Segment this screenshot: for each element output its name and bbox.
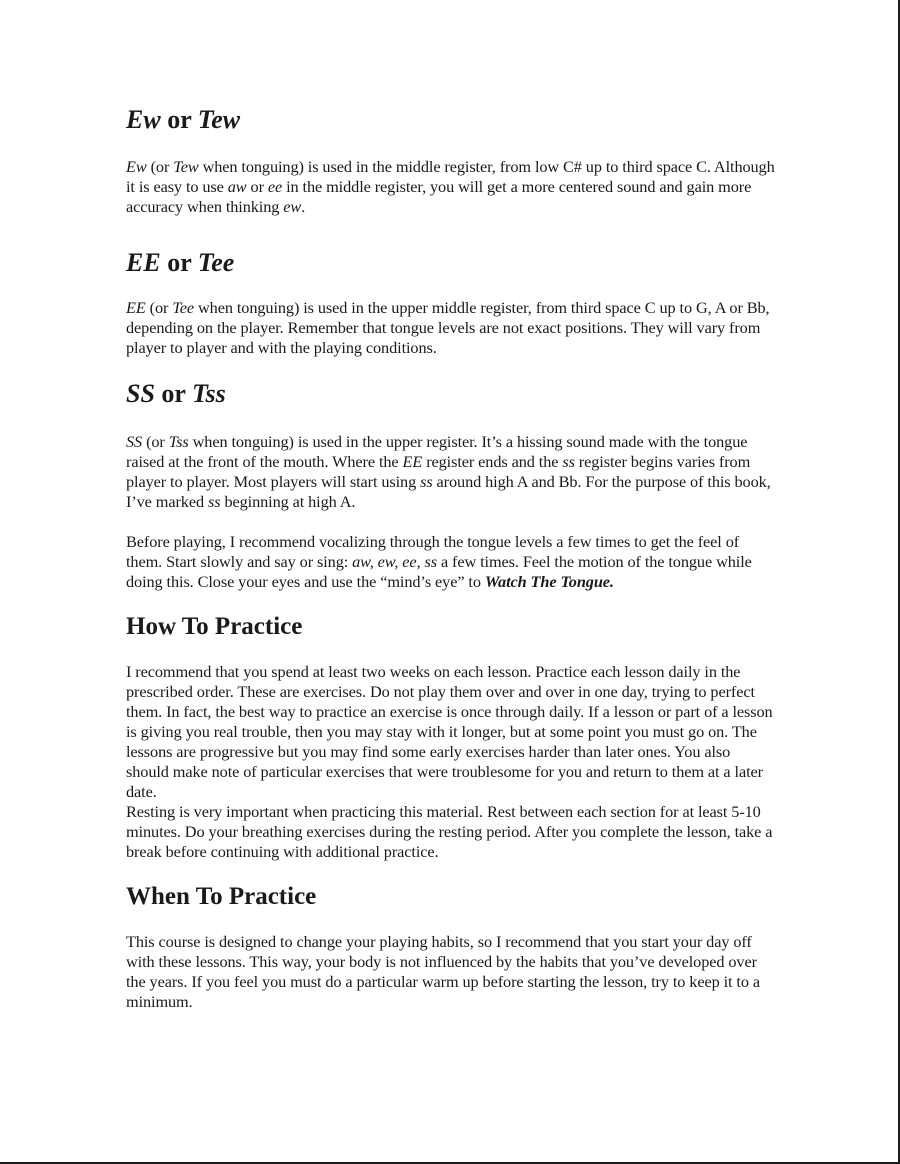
heading-ss-or-tss: SS or Tss <box>126 379 226 409</box>
paragraph-how-to-practice: I recommend that you spend at least two weeks on each lesson. Practice each lesson daily in the prescribed order. These are exercises. Do not play them over and over in one day, trying to perfect them. In fact, the best way to practice an exercise is once through daily. If a lesson or part of a lesson is giving you real trouble, then you may stay with it longer, but at some point you must go on. The lessons are progressive but you may find some early exercises harder than later ones. You also should make note of particular exercises that were troublesome for you and return to them at a later date. Resting is very important when practicing this material. Rest between each section for at least 5-10 minutes. Do your breathing exercises during the resting period. After you complete the lesson, take a break before continuing with additional practice. <box>126 661 773 861</box>
paragraph-ew: Ew (or Tew when tonguing) is used in the middle register, from low C# up to third space C. Although it is easy to use aw or ee in the middle register, you will get a more centered sound and gain more accuracy when thinking ew. <box>126 157 775 217</box>
paragraph-when-to-practice: This course is designed to change your playing habits, so I recommend that you start your day off with these lessons. This way, your body is not influenced by the habits that you’ve developed over the years. If you feel you must do a particular warm up before starting the lesson, try to keep it to a minimum. <box>126 931 760 1011</box>
paragraph-ss: SS (or Tss when tonguing) is used in the upper register. It’s a hissing sound made with the tongue raised at the front of the mouth. Where the EE register ends and the ss register begins varies from player to player. Most players will start using ss around high A and Bb. For the purpose of this book, I’ve marked ss beginning at high A. <box>126 431 771 511</box>
heading-ee-or-tee: EE or Tee <box>126 248 235 278</box>
paragraph-ee: EE (or Tee when tonguing) is used in the upper middle register, from third space C up to G, A or Bb, depending on the player. Remember that tongue levels are not exact positions. They will vary from player to player and with the playing conditions. <box>126 298 770 358</box>
heading-ew-or-tew: Ew or Tew <box>126 105 241 134</box>
heading-how-to-practice: How To Practice <box>126 612 303 640</box>
paragraph-before-playing: Before playing, I recommend vocalizing through the tongue levels a few times to get the feel of them. Start slowly and say or sing: aw, ew, ee, ss a few times. Feel the motion of the tongue while doing this. Close your eyes and use the “mind’s eye” to Watch The Tongue. <box>126 531 752 591</box>
document-body <box>126 100 776 1012</box>
heading-when-to-practice: When To Practice <box>126 882 317 910</box>
